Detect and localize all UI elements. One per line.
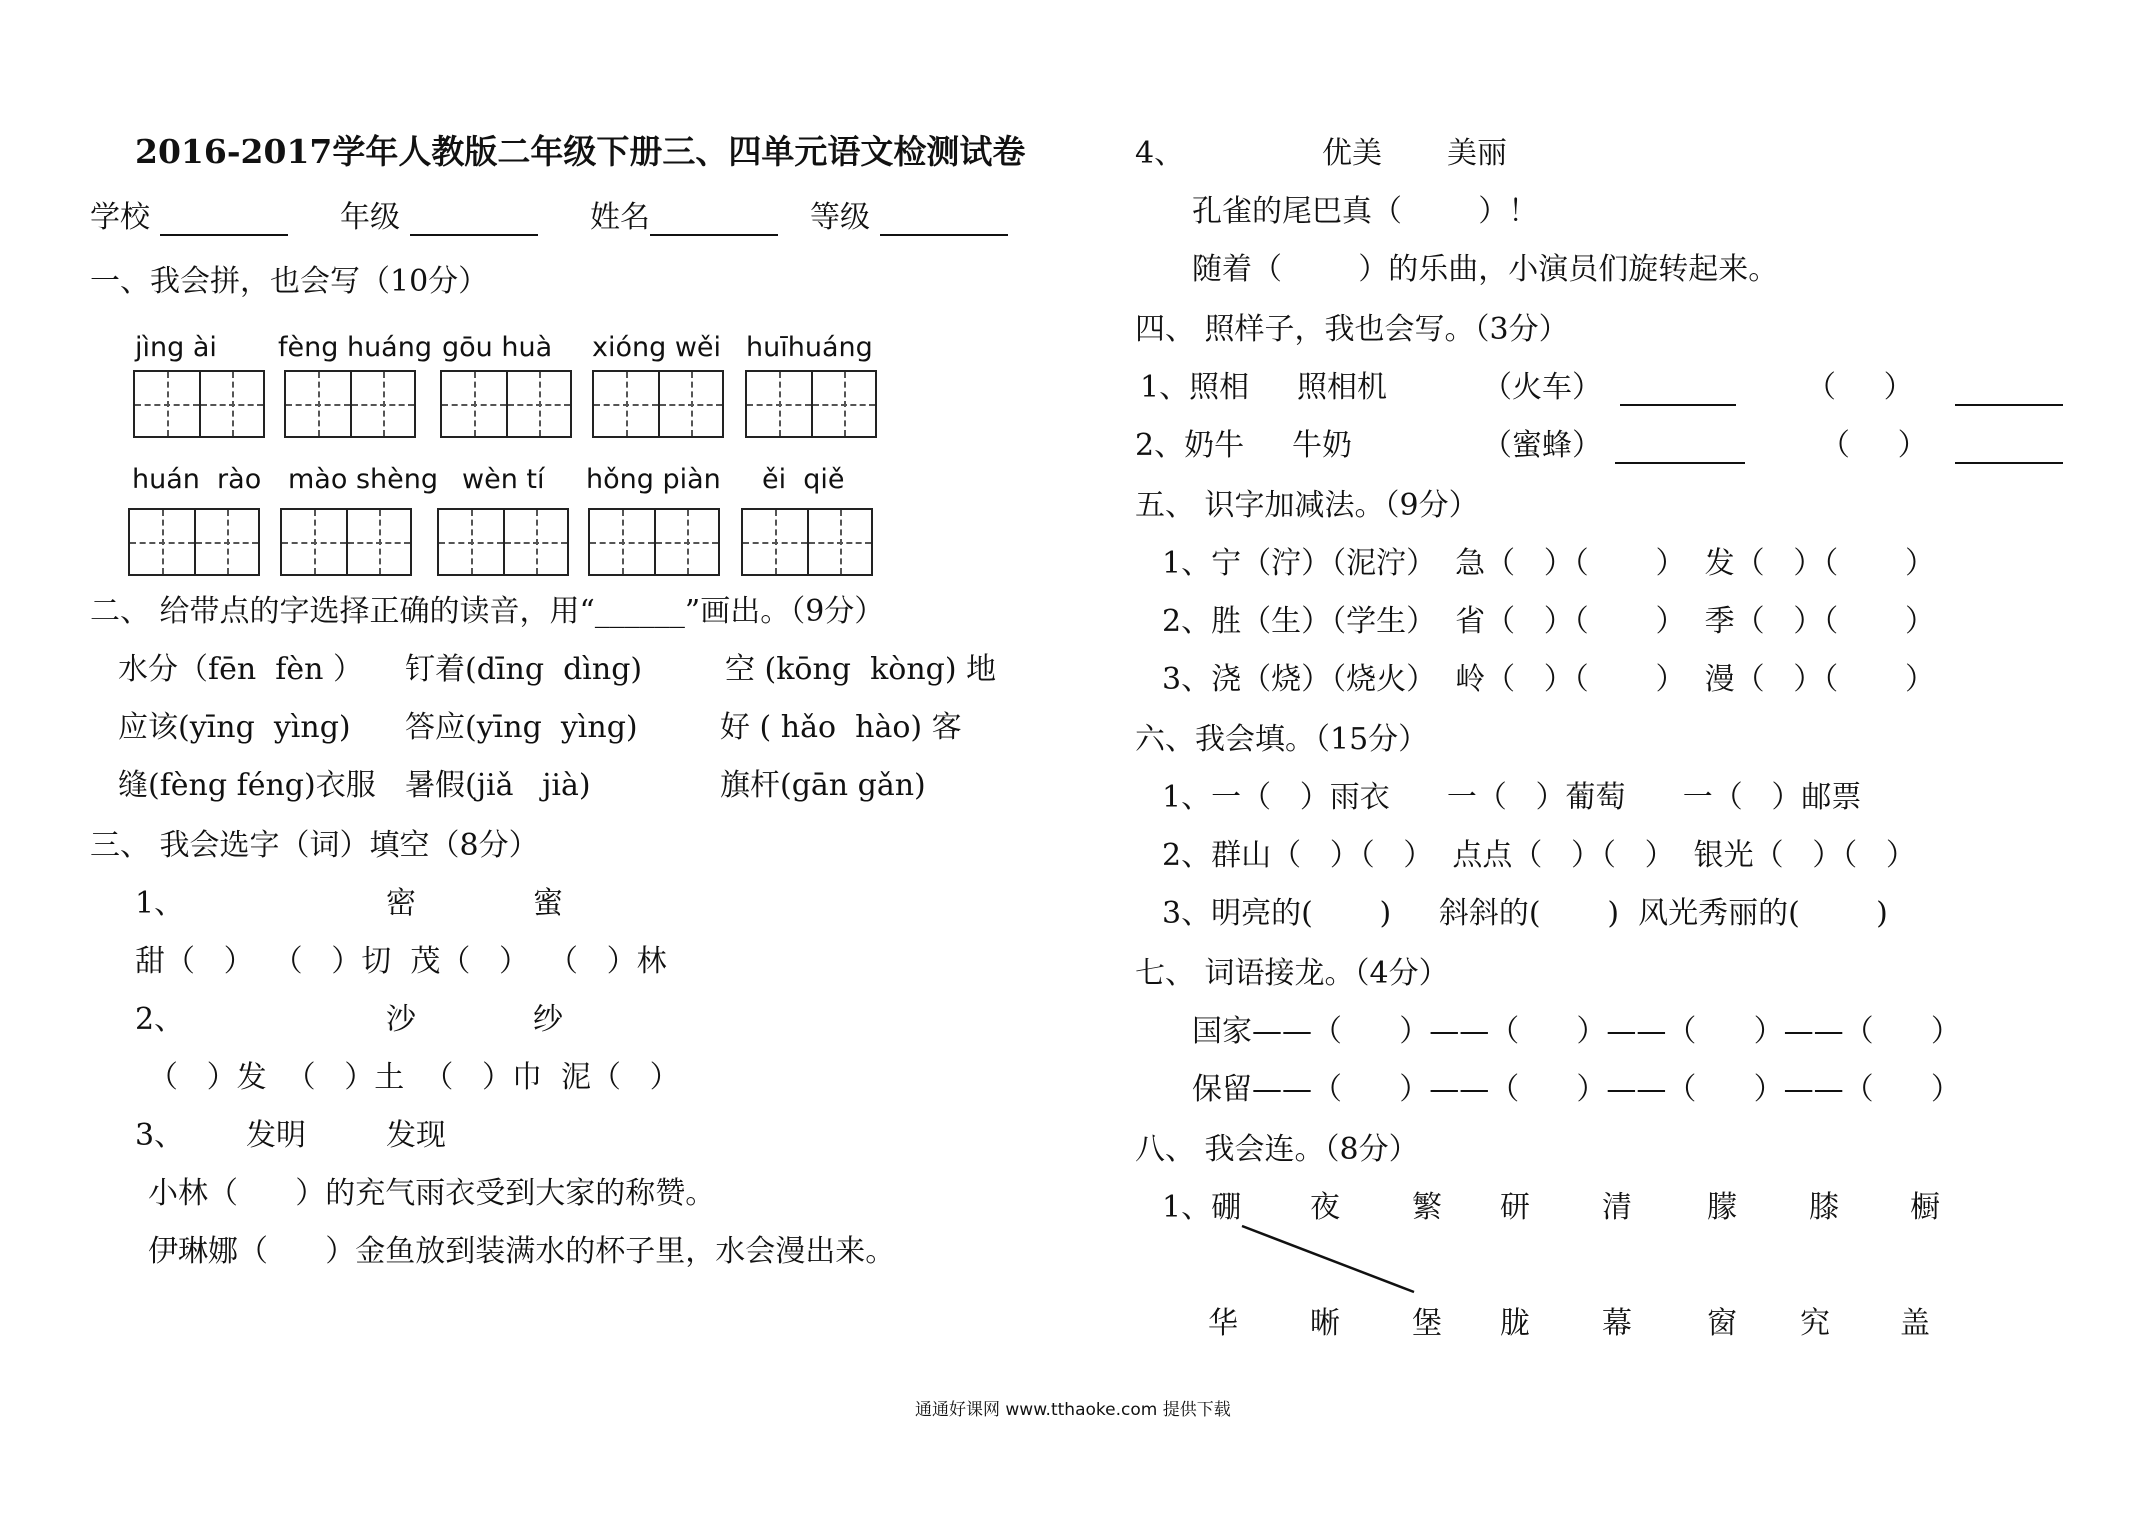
match-bottom-6[interactable]: 窗 <box>1707 1306 1737 1341</box>
q2-option-1: 沙 <box>386 1002 416 1037</box>
reading-item-4[interactable]: 应该(yīng yìng) <box>118 710 351 745</box>
s5-row-2[interactable]: 2、胜（生）（学生） 省（ ）（ ） 季（ ）（ ） <box>1162 604 1935 639</box>
name-label: 姓名 <box>590 200 778 236</box>
section1-heading: 一、我会拼，也会写（10分） <box>90 264 489 299</box>
match-top-2[interactable]: 夜 <box>1310 1190 1340 1225</box>
s4-r1-word2: 照相机 <box>1297 370 1387 405</box>
s7-row-1[interactable]: 国家——（ ）——（ ）——（ ）——（ ） <box>1192 1014 1961 1049</box>
q3-option-1: 发明 <box>246 1118 306 1153</box>
match-top-5[interactable]: 清 <box>1602 1190 1632 1225</box>
q3-label: 3、 <box>135 1118 185 1153</box>
match-bottom-4[interactable]: 胧 <box>1500 1306 1530 1341</box>
pinyin-6: huán rào <box>132 464 262 495</box>
match-bottom-7[interactable]: 究 <box>1800 1306 1830 1341</box>
s4-r2-word2: 牛奶 <box>1292 428 1352 463</box>
section3-heading: 三、 我会选字（词）填空（8分） <box>90 828 539 863</box>
grade-label: 年级 <box>340 200 538 236</box>
q2-blanks[interactable]: （ ）发 （ ）土 （ ）巾 泥（ ） <box>148 1060 680 1095</box>
q2-label: 2、 <box>135 1002 185 1037</box>
q4-label: 4、 <box>1135 136 1185 171</box>
section2-heading: 二、 给带点的字选择正确的读音，用“______”画出。（9分） <box>90 594 885 629</box>
pinyin-8: wèn tí <box>462 464 545 495</box>
reading-item-1[interactable]: 水分（fēn fèn ） <box>118 652 363 687</box>
section4-heading: 四、 照样子，我也会写。（3分） <box>1135 312 1569 347</box>
section6-heading: 六、我会填。（15分） <box>1135 722 1429 757</box>
match-line <box>1242 1226 1414 1292</box>
pinyin-4: xióng wěi <box>592 332 722 363</box>
s5-row-1[interactable]: 1、宁（泞）（泥泞） 急（ ）（ ） 发（ ）（ ） <box>1162 546 1935 581</box>
q1-option-2: 蜜 <box>533 886 563 921</box>
s6-row-3[interactable]: 3、明亮的( ) 斜斜的( ) 风光秀丽的( ) <box>1162 896 1888 931</box>
match-top-7[interactable]: 膝 <box>1809 1190 1839 1225</box>
reading-item-2[interactable]: 钉着(dīng dìng) <box>405 652 643 687</box>
q4-sentence-2[interactable]: 随着（ ）的乐曲，小演员们旋转起来。 <box>1192 252 1779 287</box>
q2-option-2: 纱 <box>533 1002 563 1037</box>
match-bottom-1[interactable]: 华 <box>1208 1306 1238 1341</box>
pinyin-2: fèng huáng <box>278 332 432 363</box>
match-bottom-2[interactable]: 晰 <box>1310 1306 1340 1341</box>
q4-sentence-1[interactable]: 孔雀的尾巴真（ ）！ <box>1192 194 1539 229</box>
page-title: 2016-2017学年人教版二年级下册三、四单元语文检测试卷 <box>135 132 1026 171</box>
s4-r1-word1: 1、照相 <box>1140 370 1250 405</box>
s6-row-1[interactable]: 1、一（ ）雨衣 一（ ）葡萄 一（ ）邮票 <box>1162 780 1862 815</box>
s4-r2-hint: （蜜蜂） <box>1482 428 1602 463</box>
s4-r2-blank[interactable]: （ ） <box>1820 428 1928 463</box>
q4-option-2: 美丽 <box>1447 136 1507 171</box>
pinyin-1: jìng ài <box>135 332 217 363</box>
footer-credit: 通通好课网 www.tthaoke.com 提供下载 <box>915 1400 1231 1420</box>
match-top-1[interactable]: 1、硼 <box>1162 1190 1242 1225</box>
s5-row-3[interactable]: 3、浇（烧）（烧火） 岭（ ）（ ） 漫（ ）（ ） <box>1162 662 1935 697</box>
pinyin-5: huīhuáng <box>746 332 873 363</box>
school-label: 学校 <box>90 200 288 236</box>
match-bottom-5[interactable]: 幕 <box>1602 1306 1632 1341</box>
reading-item-7[interactable]: 缝(fèng féng)衣服 <box>118 768 376 803</box>
q1-option-1: 密 <box>386 886 416 921</box>
q4-option-1: 优美 <box>1322 136 1382 171</box>
match-top-6[interactable]: 朦 <box>1707 1190 1737 1225</box>
section7-heading: 七、 词语接龙。（4分） <box>1135 956 1449 991</box>
match-top-3[interactable]: 繁 <box>1412 1190 1442 1225</box>
pinyin-10: ěi qiě <box>762 464 845 495</box>
level-label: 等级 <box>810 200 1008 236</box>
pinyin-9: hǒng piàn <box>586 464 721 495</box>
s4-r1-blank[interactable]: （ ） <box>1806 370 1914 405</box>
s7-row-2[interactable]: 保留——（ ）——（ ）——（ ）——（ ） <box>1192 1072 1961 1107</box>
reading-item-3[interactable]: 空 (kōng kòng) 地 <box>725 652 997 687</box>
reading-item-6[interactable]: 好 ( hǎo hào) 客 <box>720 710 962 745</box>
match-top-8[interactable]: 橱 <box>1910 1190 1940 1225</box>
match-bottom-3[interactable]: 堡 <box>1412 1306 1442 1341</box>
q1-label: 1、 <box>135 886 185 921</box>
match-bottom-8[interactable]: 盖 <box>1900 1306 1930 1341</box>
reading-item-8[interactable]: 暑假(jiǎ jià) <box>405 768 591 803</box>
reading-item-5[interactable]: 答应(yīng yìng) <box>405 710 638 745</box>
reading-item-9[interactable]: 旗杆(gān gǎn) <box>720 768 926 803</box>
q3-option-2: 发现 <box>386 1118 446 1153</box>
q1-blanks[interactable]: 甜（ ） （ ）切 茂（ ） （ ）林 <box>135 944 667 979</box>
s6-row-2[interactable]: 2、群山（ ）（ ） 点点（ ）（ ） 银光（ ）（ ） <box>1162 838 1916 873</box>
pinyin-3: gōu huà <box>442 332 553 363</box>
section5-heading: 五、 识字加减法。（9分） <box>1135 488 1479 523</box>
s4-r1-hint: （火车） <box>1482 370 1602 405</box>
s4-r2-word1: 2、奶牛 <box>1135 428 1245 463</box>
section8-heading: 八、 我会连。（8分） <box>1135 1132 1419 1167</box>
q3-sentence-2[interactable]: 伊琳娜（ ）金鱼放到装满水的杯子里，水会漫出来。 <box>148 1234 896 1269</box>
match-top-4[interactable]: 研 <box>1500 1190 1530 1225</box>
q3-sentence-1[interactable]: 小林（ ）的充气雨衣受到大家的称赞。 <box>148 1176 716 1211</box>
pinyin-7: mào shèng <box>288 464 438 495</box>
